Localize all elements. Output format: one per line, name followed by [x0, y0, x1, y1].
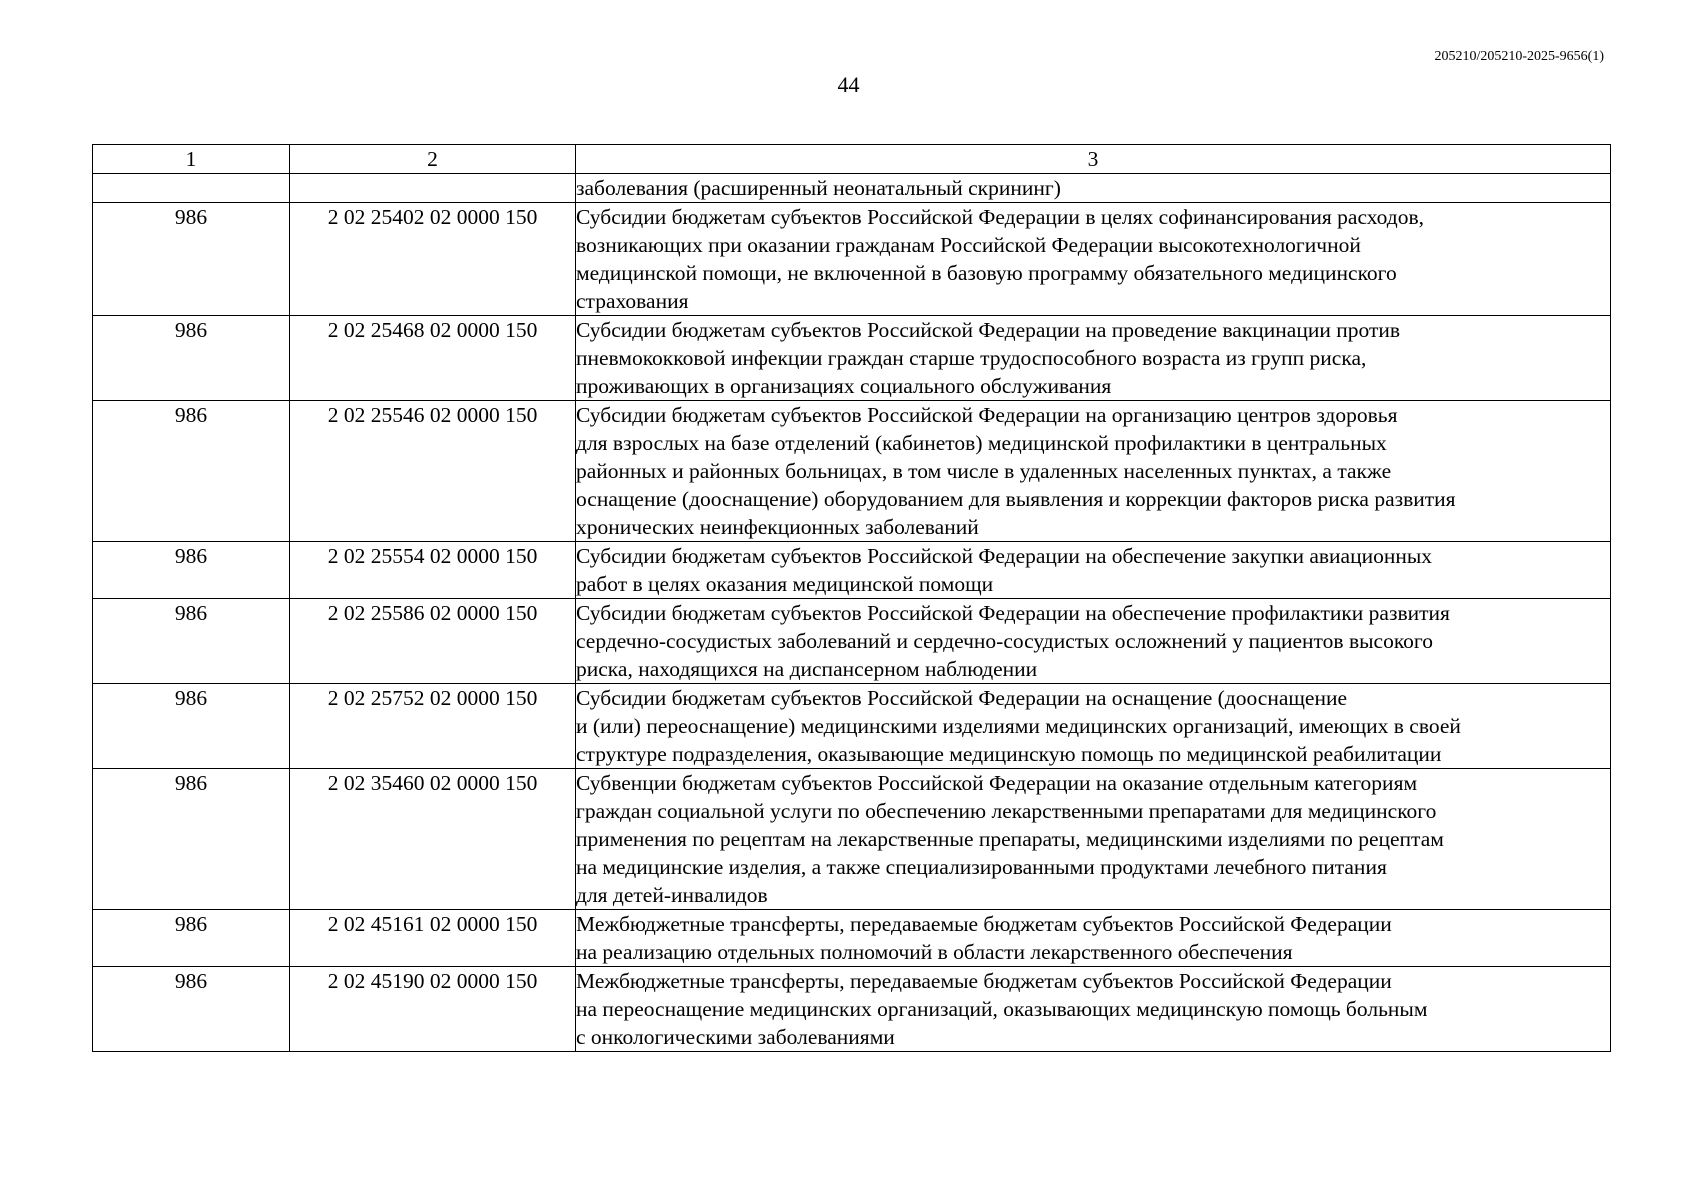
- document-id: 205210/205210-2025-9656(1): [1434, 49, 1604, 64]
- admin-code-cell: 986: [93, 203, 290, 316]
- table-row: [93, 684, 1611, 769]
- description-cell: Субсидии бюджетам субъектов Российской Федерации на оснащение (дооснащение и (или) переоснащение) медицинскими изделиями медицинских организаций, имеющих в своей структуре подразделения, оказывающие медицинскую помощь по медицинской реабилитации: [576, 684, 1611, 769]
- description-cell: Межбюджетные трансферты, передаваемые бюджетам субъектов Российской Федерации на переоснащение медицинских организаций, оказывающих медицинскую помощь больным с онкологическими заболеваниями: [576, 967, 1611, 1052]
- admin-code-cell: 986: [93, 967, 290, 1052]
- description-cell: заболевания (расширенный неонатальный скрининг): [576, 174, 1611, 203]
- admin-code-cell: 986: [93, 316, 290, 401]
- table-row: [93, 316, 1611, 401]
- description-cell: Субсидии бюджетам субъектов Российской Федерации на организацию центров здоровья для взрослых на базе отделений (кабинетов) медицинской профилактики в центральных районных и районных больницах, в том числе в удаленных населенных пунктах, а также оснащение (дооснащение) оборудованием для выявления и коррекции факторов риска развития хронических неинфекционных заболеваний: [576, 401, 1611, 542]
- budget-code-cell: 2 02 25586 02 0000 150: [290, 599, 576, 684]
- description-cell: Субсидии бюджетам субъектов Российской Федерации на обеспечение профилактики развития сердечно-сосудистых заболеваний и сердечно-сосудистых осложнений у пациентов высокого риска, находящихся на диспансерном наблюдении: [576, 599, 1611, 684]
- budget-code-cell: 2 02 25546 02 0000 150: [290, 401, 576, 542]
- page-number: 44: [837, 72, 860, 97]
- description-cell: Субсидии бюджетам субъектов Российской Федерации в целях софинансирования расходов, возникающих при оказании гражданам Российской Федерации высокотехнологичной медицинской помощи, не включенной в базовую программу обязательного медицинского страхования: [576, 203, 1611, 316]
- budget-code-cell: 2 02 25554 02 0000 150: [290, 542, 576, 599]
- admin-code-cell: 986: [93, 684, 290, 769]
- table-row: [93, 910, 1611, 967]
- table-row: [93, 542, 1611, 599]
- column-header-2: 2: [290, 145, 576, 174]
- budget-code-cell: [290, 174, 576, 203]
- table-row: [93, 401, 1611, 542]
- admin-code-cell: 986: [93, 769, 290, 910]
- column-header-3: 3: [576, 145, 1611, 174]
- table-row: [93, 967, 1611, 1052]
- budget-code-cell: 2 02 35460 02 0000 150: [290, 769, 576, 910]
- admin-code-cell: 986: [93, 542, 290, 599]
- description-cell: Межбюджетные трансферты, передаваемые бюджетам субъектов Российской Федерации на реализацию отдельных полномочий в области лекарственного обеспечения: [576, 910, 1611, 967]
- table-row: [93, 203, 1611, 316]
- budget-code-cell: 2 02 25402 02 0000 150: [290, 203, 576, 316]
- table-row: [93, 769, 1611, 910]
- budget-code-cell: 2 02 25468 02 0000 150: [290, 316, 576, 401]
- budget-code-cell: 2 02 45161 02 0000 150: [290, 910, 576, 967]
- admin-code-cell: 986: [93, 910, 290, 967]
- admin-code-cell: [93, 174, 290, 203]
- budget-code-cell: 2 02 25752 02 0000 150: [290, 684, 576, 769]
- description-cell: Субвенции бюджетам субъектов Российской Федерации на оказание отдельным категориям граждан социальной услуги по обеспечению лекарственными препаратами для медицинского применения по рецептам на лекарственные препараты, медицинскими изделиями по рецептам на медицинские изделия, а также специализированными продуктами лечебного питания для детей-инвалидов: [576, 769, 1611, 910]
- table-header-row: [93, 145, 1611, 174]
- admin-code-cell: 986: [93, 401, 290, 542]
- description-cell: Субсидии бюджетам субъектов Российской Федерации на проведение вакцинации против пневмококковой инфекции граждан старше трудоспособного возраста из групп риска, проживающих в организациях социального обслуживания: [576, 316, 1611, 401]
- column-header-1: 1: [93, 145, 290, 174]
- admin-code-cell: 986: [93, 599, 290, 684]
- description-cell: Субсидии бюджетам субъектов Российской Федерации на обеспечение закупки авиационных работ в целях оказания медицинской помощи: [576, 542, 1611, 599]
- table-row: [93, 174, 1611, 203]
- table-row: [93, 599, 1611, 684]
- budget-code-cell: 2 02 45190 02 0000 150: [290, 967, 576, 1052]
- budget-codes-table: [92, 144, 1611, 1052]
